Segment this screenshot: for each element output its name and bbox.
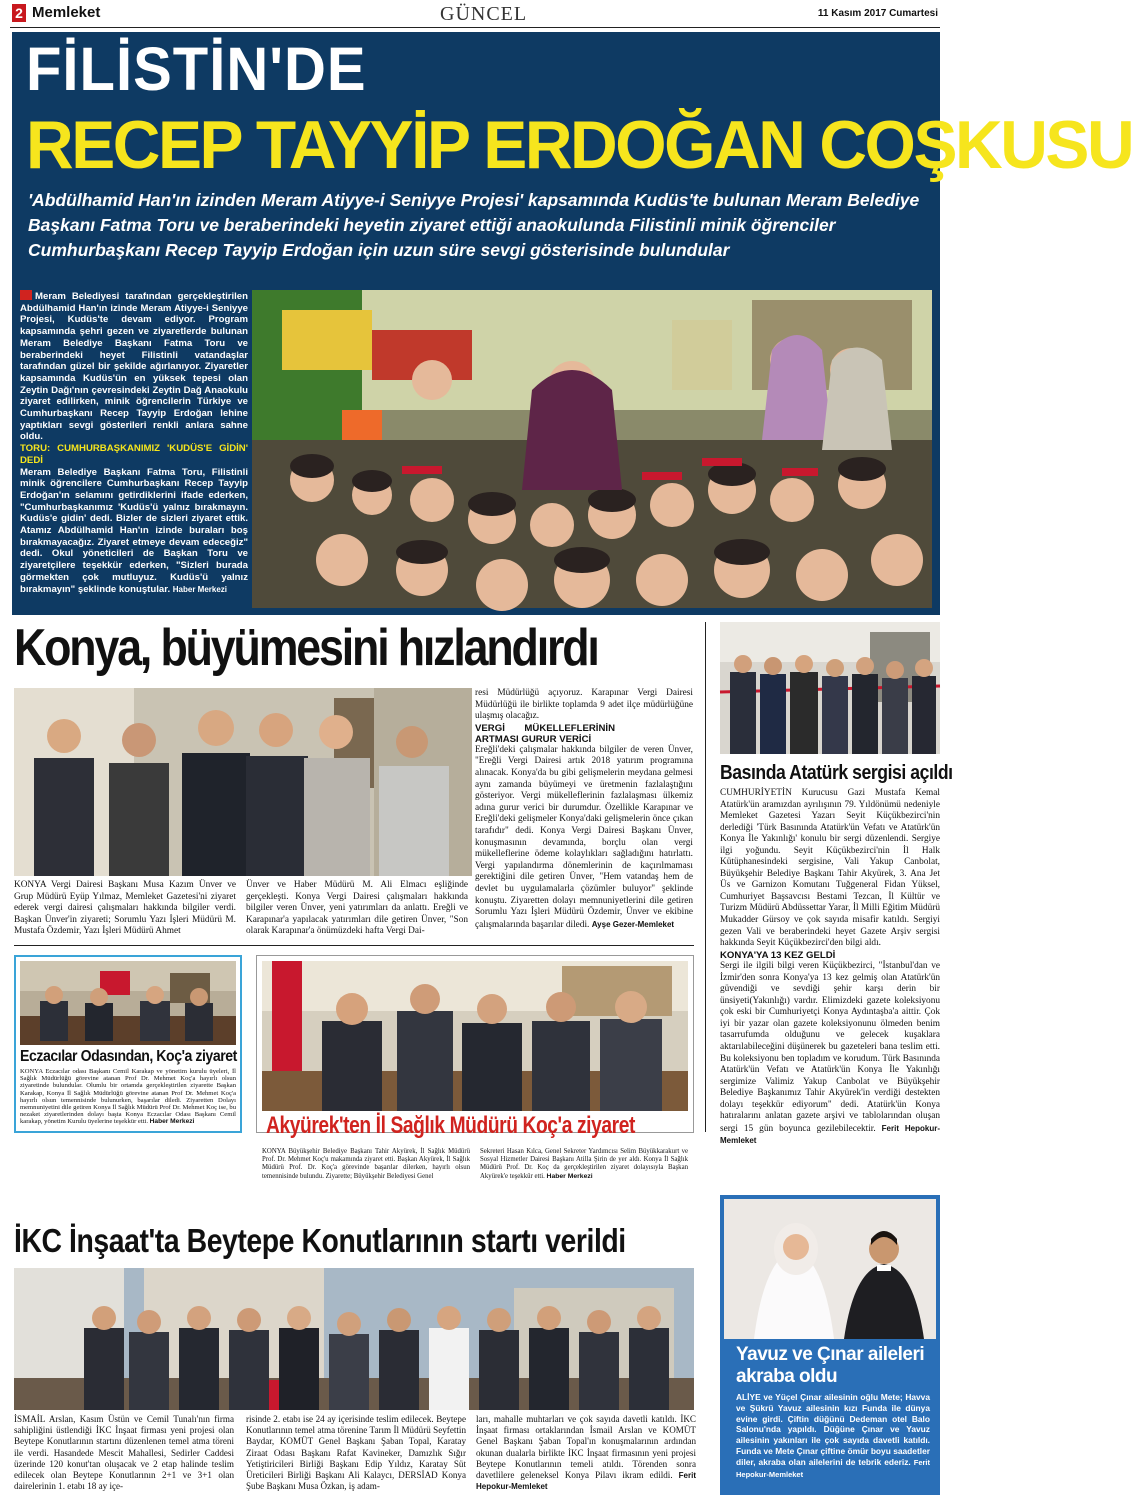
- konya-col1: KONYA Vergi Dairesi Başkanı Musa Kazım Ünver ve Grup Müdürü Eyüp Yılmaz, Memleket Gazetesi'ni ziyaret ederek vergi dairesi çalışmaları hakkında bilgiler verdi. Başkan Ünver'in ziyareti; Sorumlu Yazı İşleri Müdürü M. Mustafa Özdemir, Yazı İşleri Müdürü Ahmet: [14, 880, 236, 937]
- ataturk-body2: Sergi ile ilgili bilgi veren Küçükbezirci, "İstanbul'dan ve İzmir'den sonra Konya'ya 13 kez gelmiş olan Atatürk'ün güvendiği ve sevdiği şehir karşı derin bir ünsiyeti(Yakınlığı) vardır. Elimizdeki gazete koleksiyonu çok eski bir Cumhuriyetçi Konya Aydıntaşba'a aittir. Çok iyi bir yazar olan gazete koleksiyonunu ölmeden benim tasarrufumda olduğunu ve gelecek kuşaklara aktarılabileceğini düşünerek bu gazeteleri bana teslim etti. Bu koleksiyonu ben topladım ve korudum. Türk Basınında Atatürk'ün Vefatı ve Atatürk'ün Konya İle Yakınlığı sergimize Valimiz Yakup Canbolat ve Büyükşehir Belediye Başkanımız Tahir Akyürek'in verdiği destekten dolayı teşekkür ediyorum" dedi. Atatürk'ün Konya hatıralarını anlatan gazete arşivi ve tablolarından oluşan sergi 15 gün boyunca gezilebilecektir.: [720, 961, 940, 1134]
- konya-col2: Ünver ve Haber Müdürü M. Ali Elmacı eşliğinde gerçekleşti. Konya Vergi Dairesi çalışmaları hakkında bilgiler veren Ünver, yeni yatırımları da anlattı. Ereğli ve Karapınar'a yapılacak yatırımları dile getiren Ünver, "Son olarak Karapınar'a önümüzdeki hafta Vergi Dai-: [246, 880, 468, 937]
- wedding-body-block: [736, 1392, 930, 1480]
- classroom-photo-illustration: [252, 290, 932, 608]
- lead-photo: [252, 290, 932, 608]
- konya-group-photo-illustration: [14, 688, 472, 876]
- lead-body-column: [20, 290, 248, 610]
- ataturk-subhead: KONYA'YA 13 KEZ GELDİ: [720, 949, 836, 961]
- lead-story: [12, 32, 1132, 615]
- ataturk-body: CUMHURİYETİN Kurucusu Gazi Mustafa Kemal Atatürk'ün aramızdan ayrılışının 79. Yıldönümü nedeniyle Memleket Gazetesi Yazarı Seyit Küçükbezirci'nin derlediği 'Türk Basınında Atatürk'ün Vefatı ve Atatürk'ün Konya İle Yakınlığı' konulu bir sergi düzenlendi. Sergiye ilgi yoğundu. Seyit Küçükbezirci'nin İl Halk Kütüphanesindeki sergisine, Vali Yakup Canbolat, Büyükşehir Belediye Başkanı Tahir Akyürek, 3. Ana Jet Üs ve Garnizon Komutanı Tuğgeneral Fidan Yüksel, Cumhuriyet Başsavcısı Bestami Tezcan, İl Kültür ve Turizm Müdürü Abdüssettar Yarar, İl Milli Eğitim Müdürü Mukadder Gürsoy ve çok sayıda misafir katıldı. Sergiyi gezen Vali ve beraberindeki heyet Gazete Arşiv sergisi hakkında Seyit Küçükbezirci'den bilgi aldı.: [720, 788, 940, 949]
- lead-summary: 'Abdülhamid Han'ın izinden Meram Atiyye-i Seniyye Projesi' kapsamında Kudüs'te bulunan Meram Belediye Başkanı Fatma Toru ve beraberindeki heyetin ziyaret ettiği anaokulunda Filistinli minik öğrenciler Cumhurbaşkanı Recep Tayyip Erdoğan için uzun süre sevgi gösterisinde bulundular: [28, 190, 920, 260]
- office-meeting-photo-illustration: [20, 961, 236, 1045]
- akyurek-col2-block: [480, 1148, 688, 1181]
- konya-col3-lead: resi Müdürlüğü açıyoruz. Karapınar Vergi Dairesi Müdürlüğü ile birlikte toplamda 9 adet ilçe müdürlüğüne ulaşmış olacağız.: [475, 688, 693, 722]
- konya-photo: [14, 688, 472, 876]
- ataturk-headline: Basında Atatürk sergisi açıldı: [720, 762, 953, 784]
- eczacilar-photo: [20, 961, 236, 1045]
- akyurek-col1: KONYA Büyükşehir Belediye Başkanı Tahir Akyürek, İl Sağlık Müdürü Prof. Dr. Mehmet Koç'u makamında ziyaret etti. Başkan Akyürek, İl Sağlık Müdürü Prof. Dr. Koç'a görevinde başarılar dilerken, hayırlı olsun temennisinde bulundu. Ziyarette; Büyükşehir Belediyesi Genel: [262, 1148, 470, 1180]
- konya-col3-body: Ereğli'deki çalışmalar hakkında bilgiler de veren Ünver, "Ereğli Vergi Dairesi artık 2018 yatırım programına alınacak. Konya'da bu gibi gelişmelerin meydana gelmesi aynı zamanda büyümeyi ve üretmenin fazlalaştığını gösteriyor. Vergi mükelleflerinin fazlalaşması ülkemiz adına gurur verici bir durumdur. Özellikle Karapınar ve Ereğli'deki gelişmeler Konya'daki gelişmelerin önce çıkan tarafıdır" dedi. Konya Vergi Dairesi Başkanı Ünver, konuşmasının devamında, borçlu olan vergi mükelleflerine ödeme kolaylıkları sağladığını hatırlattı. Vergi yapılandırma dönemlerinin de kaçırılmaması gerektiğini dile getiren Ünver, "Hem vatandaş hem de devlet bu uygulamalarla çözümler buluyor" şeklinde konuştu. Ziyaretten dolayı memnuniyetlerini dile getiren Sorumlu Yazı İşleri Müdürü Özdemir, Ünver ve ekibine çalışmalarında başarılar diledi.: [475, 744, 693, 930]
- eczacilar-body: KONYA Eczacılar odası Başkanı Cemil Karakap ve yönetim kurulu üyeleri, İl Sağlık Müdürlüğü görevine atanan Prof Dr. Mehmet Koç'a hayırlı olsun ziyaretinde bulundular. Olumlu bir ortamda gerçekleştirilen ziyarette Başkan Karakap, Konya İl Sağlık Müdürlüğü görevine atanan Prof Dr. Mehmet Koç'a hayırlı olsun temennisinde bulunurken, başarılar diledi. Ziyaretten Dolayı memnuniyetini dile getiren Konya İl Sağlık Müdürü Prof Dr. Mehmet Koç ise, bu nezaket ziyaretlerinden dolayı başta Konya Eczacılar Odası Başkanı Cemil karakap, yönetim Kurulu üyelerine teşekkür etti.: [20, 1068, 236, 1126]
- ikc-photo: [14, 1268, 694, 1410]
- masthead: [0, 0, 950, 28]
- ikc-col2: risinde 2. etabı ise 24 ay içerisinde teslim edilecek. Beytepe Konutlarının temel atma törenine Tarım İl Müdürü Seyfettin Baydar, KOMÜT Genel Başkanı Şaban Topal, Karatay Ziraat Odası Başkanı Rafat Kavineker, Damızlık Sığır Yetiştiricileri Birliği Başkanı Edip Yıldız, Karatay Süt Üreticileri Birliği Başkanı Ali Kalaycı, DERSİAD Konya Şube Başkanı Musa Özkan, iş adam-: [246, 1414, 466, 1492]
- lead-subhead: TORU: CUMHURBAŞKANIMIZ 'KUDÜS'E GİDİN' DEDİ: [20, 443, 248, 466]
- lead-title-line2: RECEP TAYYİP ERDOĞAN COŞKUSU: [26, 107, 1132, 183]
- eczacilar-headline: Eczacılar Odasından, Koç'a ziyaret: [20, 1048, 237, 1065]
- wedding-body: ALİYE ve Yüçel Çınar ailesinin oğlu Mete; Havva ve Şükrü Yavuz ailesinin kızı Funda ile dünya evine girdi. Çiftin düğünü Dedeman otel Balo Salonu'nda yapıldı. Düğüne Çınar ve Yavuz ailesinin yakınları ile çok sayıda davetli katıldı. Funda ve Mete Çınar çiftine ömür boyu saadetler diler, akraba olan ailelerini de tebrik ederiz.: [736, 1392, 930, 1467]
- ikc-credit: Ferit Hepokur-Memleket: [476, 1471, 696, 1492]
- eczacilar-credit: Haber Merkezi: [149, 1118, 195, 1126]
- lead-credit: Haber Merkezi: [172, 584, 228, 594]
- masthead-rule: [10, 27, 940, 28]
- ikc-col3-block: [476, 1414, 696, 1492]
- ikc-headline: İKC İnşaat'ta Beytepe Konutlarının startı verildi: [14, 1222, 626, 1259]
- ribbon-cutting-photo-illustration: [720, 622, 940, 754]
- akyurek-credit: Haber Merkezi: [546, 1172, 593, 1180]
- konya-subhead: VERGİ MÜKELLEFLERİNİN ARTMASI GURUR VERİCİ: [475, 722, 615, 745]
- ground-breaking-photo-illustration: [14, 1268, 694, 1410]
- ikc-col3: ları, mahalle muhtarları ve çok sayıda davetli katıldı. İKC İnşaat firması ortaklarından İsmail Arslan ve KOMÜT Genel Başkanı Şaban Topal'ın konuşmalarının ardından okunan dualarla birlikte İKC İnşaat firmasının yeni projesi Beytepe Konutlarının temeli atıldı. Törenden sonra davetlilere geleneksel Konya Pilavı ikram edildi.: [476, 1414, 696, 1481]
- akyurek-photo: [262, 961, 688, 1111]
- akyurek-col2: Sekreteri Hasan Kılca, Genel Sekreter Yardımcısı Selim Büyükkarakurt ve Sosyal Hizmetler Dairesi Başkanı Atilla Şirin de yer aldı. Konya İl Sağlık Müdürü Prof. Dr. Koç da gerçekleştirilen ziyaret dolayısıyla Başkan Akyürek'e teşekkür etti.: [480, 1148, 688, 1180]
- lead-title-line1: FİLİSTİN'DE: [26, 35, 367, 104]
- page-number: 2: [12, 4, 26, 22]
- konya-credit: Ayşe Gezer-Memleket: [591, 919, 675, 929]
- lead-body2: Meram Belediye Başkanı Fatma Toru, Filistinli minik öğrencilere Cumhurbaşkanı Recep Tayyip Erdoğan'ın selamını getirdiklerini ifade ederken, "Cumhurbaşkanımız 'Kudüs'ü yalnız bırakmayın. Kudüs'e gidin' dedi. Bizler de sizleri ziyaret ettik. Atamız Abdülhamid Han'ın izinde buraları boş bırakmayacağız. Ziyaret etmeye devam edeceğiz" dedi. Okul yöneticileri de Başkan Toru ve ziyaretçilere teşekkür ederken, "Sizleri burada görmekten çok mutluyuz. Kudüs'ü yalnız bırakmayın" şeklinde konuştular.: [20, 466, 248, 595]
- ataturk-body-block: [720, 788, 940, 1148]
- konya-bottom-rule: [14, 945, 694, 946]
- eczacilar-body-block: [20, 1068, 236, 1126]
- akyurek-headline: Akyürek'ten İl Sağlık Müdürü Koç'a ziyaret: [266, 1112, 635, 1139]
- ataturk-photo: [720, 622, 940, 754]
- wedding-headline: Yavuz ve Çınar aileleri akraba oldu: [736, 1344, 925, 1387]
- ataturk-divider: [705, 622, 706, 1132]
- section-name: Memleket: [32, 4, 101, 21]
- date: 11 Kasım 2017 Cumartesi: [817, 8, 938, 19]
- official-visit-photo-illustration: [262, 961, 688, 1111]
- wedding-photo: [724, 1199, 936, 1339]
- lead-body1: Meram Belediyesi tarafından gerçekleştirilen Abdülhamid Han'ın izinde Meram Atiyye-i Seniyye Projesi, Kudüs'te devam ediyor. Program kapsamında şehri gezen ve ziyaretlerde bulunan Meram Belediye Başkanı Fatma Toru ve beraberindeki heyet Filistinli vatandaşlar tarafından güzel bir şekilde ağırlanıyor. Ziyaretler kapsamında Kudüs'ün en yüksek tepesi olan Zeytin Dağı'nın çevresindeki Zeytin Dağ Anaokulu ziyaret edilirken, minik öğrencilerin Türkiye ve Cumhurbaşkanı Recep Tayyip Erdoğan lehine yaptıkları sevgi gösterileri renkli anlara sahne oldu.: [20, 291, 248, 443]
- wedding-credit: Ferit Hepokur-Memleket: [736, 1457, 931, 1479]
- konya-headline: Konya, büyümesini hızlandırdı: [14, 619, 598, 677]
- konya-col3-top: [475, 688, 693, 931]
- category-name: GÜNCEL: [440, 3, 528, 25]
- ikc-col1: İSMAİL Arslan, Kasım Üstün ve Cemil Tunalı'nın firma sahipliğini üstlendiği İKC İnşaat firması yeni projesi olan Beytepe Konutlarının startını düzenlenen temel atma töreni ile verdi. Hasandede Mescit Mahallesi, Sedirler Caddesi üzerinde 120 konut'tan oluşacak ve 2 etap halinde teslim edilecek olan Beytepe Konutlarının 2+1 ve 3+1 olan dairelerinin 1. etabı 18 ay içe-: [14, 1414, 234, 1492]
- ataturk-credit: Ferit Hepokur-Memleket: [720, 1123, 941, 1146]
- wedding-couple-photo-illustration: [724, 1199, 936, 1339]
- red-square-icon: [20, 290, 32, 300]
